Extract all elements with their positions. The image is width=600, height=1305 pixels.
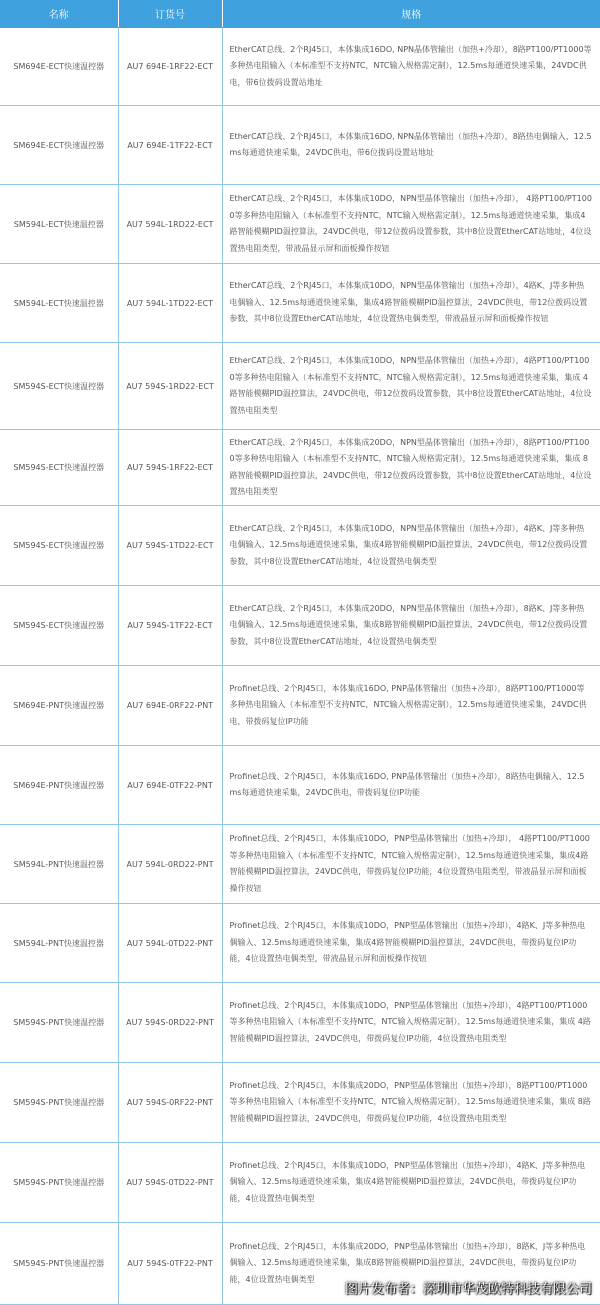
header-name: 名称 (0, 0, 118, 28)
cell-specification: Profinet总线、2个RJ45口，本体集成16DO, PNP晶体管输出（加热+冷却），8路PT100/PT1000等多种热电阻输入（本标准型不支持NTC，NTC输入规格需定制），12.5ms每通道快速采集，24VDC供电，带拨码复位IP功能 (222, 666, 600, 746)
cell-order-number: AU7 594S-0TD22-PNT (118, 1143, 222, 1223)
cell-name: SM594L-ECT快速温控器 (0, 185, 118, 264)
table-row (0, 343, 600, 430)
cell-order-number: AU7 594L-0RD22-PNT (118, 825, 222, 904)
table-row (0, 746, 600, 825)
cell-order-number: AU7 694E-1RF22-ECT (118, 28, 222, 106)
cell-name: SM594S-PNT快速温控器 (0, 1143, 118, 1223)
cell-order-number: AU7 594S-1RF22-ECT (118, 430, 222, 506)
cell-order-number: AU7 694E-1TF22-ECT (118, 106, 222, 185)
publisher-watermark: 图片发布者：深圳市华茂欧特科技有限公司 (344, 1282, 592, 1297)
table-row (0, 1143, 600, 1223)
cell-order-number: AU7 594S-0RF22-PNT (118, 1063, 222, 1143)
table-row (0, 586, 600, 666)
table-row (0, 506, 600, 586)
cell-specification: Profinet总线、2个RJ45口，本体集成20DO，PNP型晶体管输出（加热+冷却），8路PT100/PT1000等多种热电阻输入（本标准型不支持NTC，NTC输入规格需定制），12.5ms每通道快速采集，集成 8路智能模糊PID温控算法，24VDC供电，带拨码复位IP功能，4位设置热电阻类型 (222, 1063, 600, 1143)
cell-name: SM594S-PNT快速温控器 (0, 1223, 118, 1305)
table-body (0, 28, 600, 1305)
cell-name: SM594S-ECT快速温控器 (0, 343, 118, 430)
table-row (0, 264, 600, 343)
table-row (0, 1063, 600, 1143)
cell-order-number: AU7 594L-1TD22-ECT (118, 264, 222, 343)
cell-specification: EtherCAT总线、2个RJ45口，本体集成16DO, NPN晶体管输出（加热+冷却），8路热电偶输入、12.5ms每通道快速采集，24VDC供电，带6位拨码设置站地址 (222, 106, 600, 185)
header-row (0, 0, 600, 28)
cell-specification: Profinet总线、2个RJ45口，本体集成20DO，PNP型晶体管输出（加热+冷却），8路K、J等多种热电偶输入、12.5ms每通道快速采集，集成8路智能模糊PID温控算法，24VDC供电，带拨码复位IP功能，4位设置热电偶类型 (222, 1223, 600, 1305)
cell-specification: Profinet总线、2个RJ45口，本体集成16DO, PNP晶体管输出（加热+冷却），8路热电偶输入、12.5ms每通道快速采集，24VDC供电，带拨码复位IP功能 (222, 746, 600, 825)
cell-specification: EtherCAT总线、2个RJ45口，本体集成10DO，NPN型晶体管输出（加热+冷却），4路K、J等多种热电偶输入、12.5ms每通道快速采集，集成4路智能模糊PID温控算法，24VDC供电，带12位拨码设置参数，其中8位设置EtherCAT站地址，4位设置热电偶类型 (222, 506, 600, 586)
header-order-number: 订货号 (118, 0, 222, 28)
cell-order-number: AU7 694E-0TF22-PNT (118, 746, 222, 825)
cell-order-number: AU7 694E-0RF22-PNT (118, 666, 222, 746)
header-specification: 规格 (222, 0, 600, 28)
table-row (0, 983, 600, 1063)
cell-order-number: AU7 594S-1RD22-ECT (118, 343, 222, 430)
table-row (0, 904, 600, 983)
cell-specification: EtherCAT总线、2个RJ45口，本体集成20DO，NPN型晶体管输出（加热+冷却），8路PT100/PT1000等多种热电阻输入（本标准型不支持NTC，NTC输入规格需定制），12.5ms每通道快速采集，集成 8路智能模糊PID温控算法，24VDC供电，带12位拨码设置参数，其中8位设置EtherCAT站地址，4位设置热电阻类型 (222, 430, 600, 506)
cell-specification: EtherCAT总线、2个RJ45口，本体集成20DO，NPN型晶体管输出（加热+冷却），8路K、J等多种热电偶输入、12.5ms每通道快速采集，集成8路智能模糊PID温控算法，24VDC供电，带12位拨码设置参数，其中8位设置EtherCAT站地址，4位设置热电偶类型 (222, 586, 600, 666)
cell-name: SM694E-ECT快速温控器 (0, 106, 118, 185)
cell-order-number: AU7 594L-1RD22-ECT (118, 185, 222, 264)
cell-specification: EtherCAT总线、2个RJ45口，本体集成10DO，NPN型晶体管输出（加热+冷却），4路K、J等多种热电偶输入、12.5ms每通道快速采集，集成4路智能模糊PID温控算法，24VDC供电，带12位拨码设置参数，其中8位设置EtherCAT站地址，4位设置热电偶类型，带液晶显示屏和面板操作按钮 (222, 264, 600, 343)
cell-name: SM594L-PNT快速温控器 (0, 825, 118, 904)
cell-name: SM694E-PNT快速温控器 (0, 746, 118, 825)
cell-name: SM594S-ECT快速温控器 (0, 506, 118, 586)
cell-specification: EtherCAT总线、2个RJ45口，本体集成10DO，NPN型晶体管输出（加热+冷却），4路PT100/PT1000等多种热电阻输入（本标准型不支持NTC，NTC输入规格需定制），12.5ms每通道快速采集，集成 4路智能模糊PID温控算法，24VDC供电，带12位拨码设置参数，其中8位设置EtherCAT站地址，4位设置热电阻类型 (222, 343, 600, 430)
table-row (0, 106, 600, 185)
cell-specification: EtherCAT总线、2个RJ45口，本体集成16DO, NPN晶体管输出（加热+冷却），8路PT100/PT1000等多种热电阻输入（本标准型不支持NTC，NTC输入规格需定制），12.5ms每通道快速采集，24VDC供电，带6位拨码设置站地址 (222, 28, 600, 106)
cell-specification: Profinet总线、2个RJ45口，本体集成10DO，PNP型晶体管输出（加热+冷却）， 4路PT100/PT1000等多种热电阻输入（本标准型不支持NTC，NTC输入规格需定制），12.5ms每通道快速采集，集成4路智能模糊PID温控算法，24VDC供电，带拨码复位IP功能，4位设置热电阻类型，带液晶显示屏和面板操作按钮 (222, 825, 600, 904)
table-row (0, 825, 600, 904)
cell-name: SM694E-ECT快速温控器 (0, 28, 118, 106)
cell-name: SM594S-ECT快速温控器 (0, 430, 118, 506)
table-header (0, 0, 600, 28)
table-row (0, 28, 600, 106)
cell-name: SM594S-PNT快速温控器 (0, 1063, 118, 1143)
cell-order-number: AU7 594S-0TF22-PNT (118, 1223, 222, 1305)
cell-specification: Profinet总线、2个RJ45口，本体集成10DO，PNP型晶体管输出（加热+冷却），4路K、J等多种热电偶输入、12.5ms每通道快速采集，集成4路智能模糊PID温控算法，24VDC供电，带拨码复位IP功能，4位设置热电偶类型 (222, 1143, 600, 1223)
cell-specification: Profinet总线、2个RJ45口，本体集成10DO，PNP型晶体管输出（加热+冷却），4路PT100/PT1000等多种热电阻输入（本标准型不支持NTC，NTC输入规格需定制），12.5ms每通道快速采集，集成 4路智能模糊PID温控算法，24VDC供电，带拨码复位IP功能，4位设置热电阻类型 (222, 983, 600, 1063)
cell-name: SM594L-PNT快速温控器 (0, 904, 118, 983)
cell-order-number: AU7 594S-1TD22-ECT (118, 506, 222, 586)
cell-order-number: AU7 594S-1TF22-ECT (118, 586, 222, 666)
table-row (0, 666, 600, 746)
cell-specification: EtherCAT总线、2个RJ45口，本体集成10DO，NPN型晶体管输出（加热+冷却）， 4路PT100/PT1000等多种热电阻输入（本标准型不支持NTC，NTC输入规格需定制），12.5ms每通道快速采集，集成4路智能模糊PID温控算法，24VDC供电，带12位拨码设置参数，其中8位设置EtherCAT站地址，4位设置热电阻类型，带液晶显示屏和面板操作按钮 (222, 185, 600, 264)
table-row (0, 430, 600, 506)
cell-name: SM594L-ECT快速温控器 (0, 264, 118, 343)
cell-specification: Profinet总线、2个RJ45口，本体集成10DO，PNP型晶体管输出（加热+冷却），4路K、J等多种热电偶输入、12.5ms每通道快速采集，集成4路智能模糊PID温控算法，24VDC供电，带拨码复位IP功能，4位设置热电偶类型，带液晶显示屏和面板操作按钮 (222, 904, 600, 983)
cell-name: SM594S-PNT快速温控器 (0, 983, 118, 1063)
cell-name: SM694E-PNT快速温控器 (0, 666, 118, 746)
cell-name: SM594S-ECT快速温控器 (0, 586, 118, 666)
cell-order-number: AU7 594L-0TD22-PNT (118, 904, 222, 983)
cell-order-number: AU7 594S-0RD22-PNT (118, 983, 222, 1063)
table-row (0, 185, 600, 264)
